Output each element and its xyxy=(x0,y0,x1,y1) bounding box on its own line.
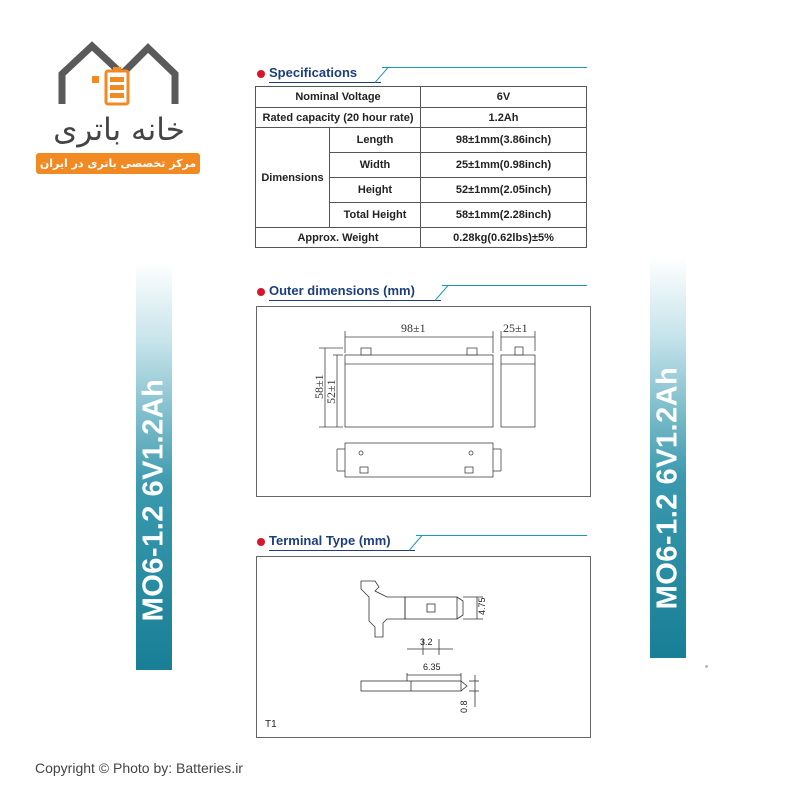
outer-dimensions-heading xyxy=(257,285,587,301)
spec-value: 25±1mm(0.98inch) xyxy=(421,153,587,178)
bullet-icon xyxy=(257,288,265,296)
spec-label: Total Height xyxy=(330,203,421,228)
specifications-title: Specifications xyxy=(269,65,358,80)
model-label: MO6-1.2 6V1.2Ah xyxy=(137,378,170,622)
spec-group-label: Dimensions xyxy=(256,128,330,228)
spec-label: Length xyxy=(330,128,421,153)
terminal-length-label: 6.35 xyxy=(423,662,441,672)
battery-outline-drawing xyxy=(257,307,590,496)
spec-value: 6V xyxy=(421,87,587,108)
spec-label: Approx. Weight xyxy=(256,228,421,248)
terminal-type-code: T1 xyxy=(265,719,277,730)
spec-label: Height xyxy=(330,178,421,203)
copyright-notice: Copyright © Photo by: Batteries.ir xyxy=(35,760,243,776)
spec-label: Rated capacity (20 hour rate) xyxy=(256,108,421,128)
terminal-height-label: 4.75 xyxy=(477,597,487,615)
outer-dimensions-drawing xyxy=(256,306,591,497)
model-banner-left xyxy=(136,262,172,670)
length-dimension-label: 98±1 xyxy=(401,321,426,335)
total-height-dimension-label: 58±1 xyxy=(312,374,326,399)
specifications-heading xyxy=(257,67,587,83)
spec-value: 0.28kg(0.62lbs)±5% xyxy=(421,228,587,248)
terminal-thickness-label: 0.8 xyxy=(459,700,469,713)
spec-value: 98±1mm(3.86inch) xyxy=(421,128,587,153)
terminal-drawing xyxy=(257,557,590,737)
bullet-icon xyxy=(257,538,265,546)
table-row xyxy=(256,87,587,108)
table-row xyxy=(256,108,587,128)
table-row xyxy=(256,228,587,248)
spec-value: 58±1mm(2.28inch) xyxy=(421,203,587,228)
terminal-hole-label: 3.2 xyxy=(420,637,433,647)
terminal-type-heading xyxy=(257,535,587,551)
outer-dimensions-title: Outer dimensions (mm) xyxy=(269,283,415,298)
terminal-type-title: Terminal Type (mm) xyxy=(269,533,391,548)
brand-tagline: مرکز تخصصی باتری در ایران xyxy=(36,153,200,174)
table-row xyxy=(256,128,587,153)
bullet-icon xyxy=(257,70,265,78)
spec-label: Width xyxy=(330,153,421,178)
model-label: MO6-1.2 6V1.2Ah xyxy=(651,366,684,610)
terminal-type-drawing xyxy=(256,556,591,738)
model-banner-right xyxy=(650,258,686,658)
spec-label: Nominal Voltage xyxy=(256,87,421,108)
height-dimension-label: 52±1 xyxy=(324,379,338,404)
spec-value: 1.2Ah xyxy=(421,108,587,128)
spec-value: 52±1mm(2.05inch) xyxy=(421,178,587,203)
width-dimension-label: 25±1 xyxy=(503,321,528,335)
house-battery-icon xyxy=(30,32,210,112)
brand-name: خانه باتری xyxy=(53,112,185,148)
specifications-table xyxy=(255,86,587,248)
